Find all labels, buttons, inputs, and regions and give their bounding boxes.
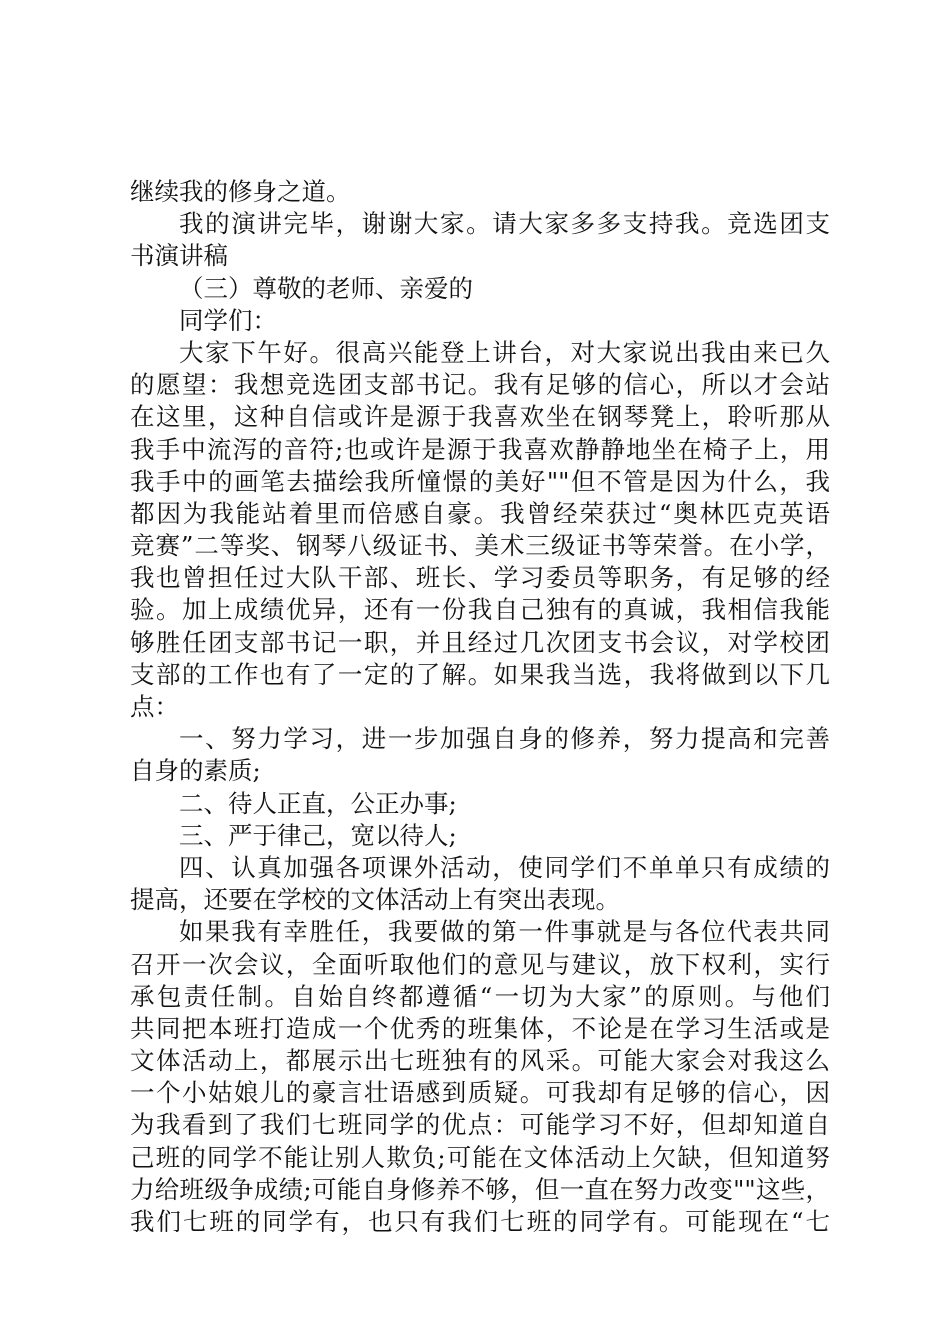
text-line: 三、严于律己，宽以待人; bbox=[179, 820, 457, 850]
text-line: 共同把本班打造成一个优秀的班集体，不论是在学习生活或是 bbox=[130, 1013, 830, 1043]
text-line: 书演讲稿 bbox=[130, 241, 228, 271]
text-line: 验。加上成绩优异，还有一份我自己独有的真诚，我相信我能 bbox=[130, 595, 830, 625]
text-line: 一个小姑娘儿的豪言壮语感到质疑。可我却有足够的信心，因 bbox=[130, 1078, 830, 1108]
text-line: 我手中流泻的音符;也或许是源于我喜欢静静地坐在椅子上，用 bbox=[130, 434, 830, 464]
text-line: 继续我的修身之道。 bbox=[130, 177, 351, 206]
text-line: 承包责任制。自始自终都遵循“一切为大家”的原则。与他们 bbox=[130, 981, 830, 1011]
document-body bbox=[130, 176, 840, 1238]
text-line: 四、认真加强各项课外活动，使同学们不单单只有成绩的 bbox=[179, 852, 830, 882]
text-line: 召开一次会议，全面听取他们的意见与建议，放下权利，实行 bbox=[130, 949, 830, 979]
text-line: 大家下午好。很高兴能登上讲台，对大家说出我由来已久 bbox=[179, 337, 830, 367]
text-line: 如果我有幸胜任，我要做的第一件事就是与各位代表共同 bbox=[179, 917, 830, 947]
text-line: 在这里，这种自信或许是源于我喜欢坐在钢琴凳上，聆听那从 bbox=[130, 402, 830, 432]
text-line: 提高，还要在学校的文体活动上有突出表现。 bbox=[130, 885, 620, 915]
text-line: 二、待人正直，公正办事; bbox=[179, 788, 457, 818]
text-line: 文体活动上，都展示出七班独有的风采。可能大家会对我这么 bbox=[130, 1046, 830, 1076]
text-line: 够胜任团支部书记一职，并且经过几次团支书会议，对学校团 bbox=[130, 627, 830, 657]
text-line: 我手中的画笔去描绘我所憧憬的美好""但不管是因为什么，我 bbox=[130, 466, 830, 496]
text-line: 的愿望：我想竞选团支部书记。我有足够的信心，所以才会站 bbox=[130, 370, 830, 400]
text-line: 都因为我能站着里而倍感自豪。我曾经荣获过“奥林匹克英语 bbox=[130, 498, 830, 528]
text-line: 同学们： bbox=[179, 305, 277, 335]
text-line: 我们七班的同学有，也只有我们七班的同学有。可能现在“七 bbox=[130, 1207, 830, 1236]
text-line: 一、努力学习，进一步加强自身的修养，努力提高和完善 bbox=[179, 724, 830, 754]
text-line: 己班的同学不能让别人欺负;可能在文体活动上欠缺，但知道努 bbox=[130, 1142, 830, 1172]
text-line: 支部的工作也有了一定的了解。如果我当选，我将做到以下几 bbox=[130, 659, 830, 689]
text-line: （三）尊敬的老师、亲爱的 bbox=[179, 273, 473, 303]
text-line: 自身的素质; bbox=[130, 756, 261, 786]
text-line: 我的演讲完毕，谢谢大家。请大家多多支持我。竞选团支 bbox=[179, 209, 830, 239]
text-line: 我也曾担任过大队干部、班长、学习委员等职务，有足够的经 bbox=[130, 563, 830, 593]
text-line: 竞赛”二等奖、钢琴八级证书、美术三级证书等荣誉。在小学， bbox=[130, 531, 830, 561]
text-line: 点： bbox=[130, 692, 179, 721]
text-line: 力给班级争成绩;可能自身修养不够，但一直在努力改变""这些， bbox=[130, 1174, 830, 1204]
text-line: 为我看到了我们七班同学的优点：可能学习不好，但却知道自 bbox=[130, 1110, 830, 1140]
